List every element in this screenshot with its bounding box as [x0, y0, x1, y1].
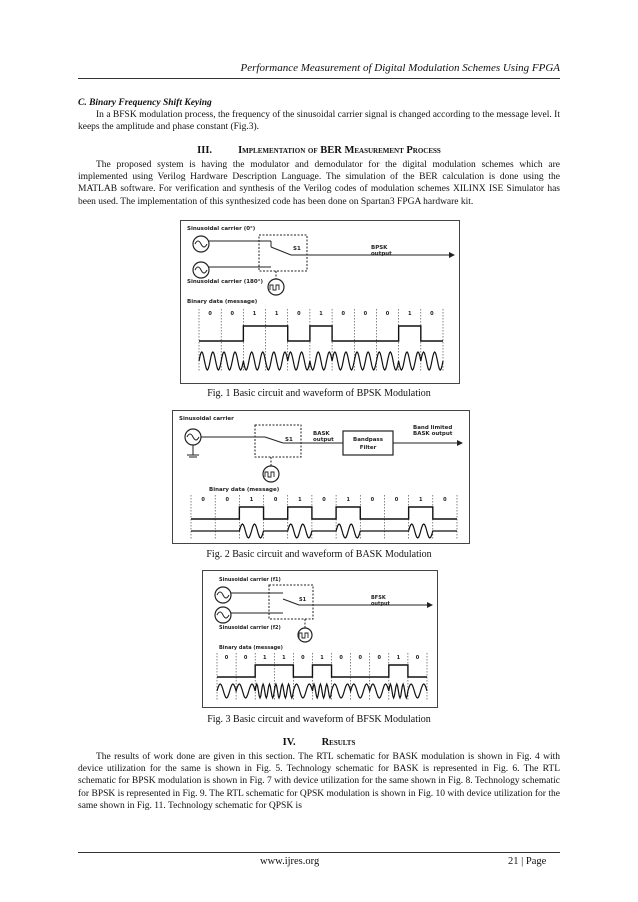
fig1-switch-label: S1: [293, 246, 301, 252]
fig3-waveform: [217, 653, 427, 700]
footer-rule: [78, 852, 560, 853]
section-4-title: Results: [321, 737, 356, 748]
figure-3-image: [202, 570, 438, 708]
fig3-carrier-b-label: Sinusoidal carrier (f2): [219, 625, 281, 631]
bit-label: 0: [230, 311, 235, 317]
figure-1-caption: Fig. 1 Basic circuit and waveform of BPSK Modulation: [207, 388, 431, 399]
bit-label: 1: [407, 311, 412, 317]
section-c-body: In a BFSK modulation process, the frequency of the sinusoidal carrier signal is changed according to the message level. It keeps the amplitude and phase constant (Fig.3).: [78, 110, 560, 133]
bit-label: 1: [252, 311, 257, 317]
figure-2-caption: Fig. 2 Basic circuit and waveform of BASK Modulation: [206, 549, 432, 560]
bit-label: 0: [415, 655, 420, 661]
message-signal: [217, 665, 427, 677]
figure-3-caption: Fig. 3 Basic circuit and waveform of BFSK Modulation: [207, 714, 431, 725]
section-c-heading: C. Binary Frequency Shift Keying: [78, 98, 212, 108]
section-4-heading: [78, 737, 560, 748]
bit-label: 0: [370, 497, 375, 503]
fig2-bandpass-filter: [343, 431, 393, 455]
fig3-carrier-a-label: Sinusoidal carrier (f1): [219, 577, 281, 583]
fig1-data-label: Binary data (message): [187, 299, 258, 305]
bit-label: 1: [346, 497, 350, 503]
fig1-output-label: BPSK: [371, 245, 388, 251]
section-4-number: IV.: [282, 737, 296, 748]
bit-label: 0: [339, 655, 343, 661]
bit-label: 1: [249, 497, 254, 503]
fig3-data-label: Binary data (message): [219, 645, 283, 651]
fig2-switch-label: S1: [285, 437, 293, 443]
bit-label: 0: [358, 655, 362, 661]
bit-label: 0: [443, 497, 447, 503]
bit-label: 1: [274, 311, 279, 317]
fig1-carrier-b-label: Sinusoidal carrier (180°): [187, 279, 263, 285]
fig2-band-label-2: BASK output: [413, 431, 453, 437]
bit-label: 0: [301, 655, 305, 661]
fig3-output-label: BFSK: [371, 595, 386, 601]
bit-label: 0: [225, 497, 230, 503]
bit-label: 0: [363, 311, 368, 317]
figure-2-image: [172, 410, 470, 544]
figure-1-image: [180, 220, 460, 384]
bit-label: 0: [201, 497, 205, 503]
fig1-switch-box: [259, 235, 307, 271]
bit-label: 0: [273, 497, 278, 503]
section-c: [78, 97, 560, 134]
modulated-signal: [191, 524, 457, 538]
bit-label: 0: [377, 655, 382, 661]
bit-label: 1: [320, 655, 324, 661]
message-signal: [191, 507, 457, 519]
bit-label: 0: [322, 497, 326, 503]
message-signal: [199, 326, 443, 341]
bit-label: 0: [341, 311, 345, 317]
fig2-waveform: [191, 495, 457, 540]
fig1-carrier-a-label: Sinusoidal carrier (0°): [187, 226, 256, 232]
modulated-signal: [199, 352, 443, 370]
section-3-heading: [78, 145, 560, 156]
fig2-output-label: BASK: [313, 431, 330, 437]
bit-label: 0: [208, 311, 212, 317]
header-rule: [78, 78, 560, 79]
bit-label: 0: [394, 497, 399, 503]
footer-website: www.ijres.org: [260, 856, 320, 867]
fig2-band-label: Band limited: [413, 425, 453, 431]
bit-label: 1: [319, 311, 323, 317]
modulated-signal: [217, 684, 427, 698]
fig1-waveform: [199, 309, 443, 372]
bit-label: 0: [243, 655, 248, 661]
fig2-filter-label: Bandpass: [353, 437, 383, 443]
bit-label: 1: [298, 497, 302, 503]
bit-label: 0: [224, 655, 229, 661]
section-3-title: Implementation of BER Measurement Process: [238, 145, 441, 156]
bit-label: 1: [396, 655, 401, 661]
fig2-output-label-2: output: [313, 437, 334, 443]
bit-label: 0: [385, 311, 390, 317]
running-head: Performance Measurement of Digital Modulation Schemes Using FPGA: [240, 62, 560, 74]
footer-page: 21 | Page: [508, 856, 547, 867]
fig3-switch-label: S1: [299, 597, 307, 603]
fig3-output-label-2: output: [371, 601, 390, 607]
bit-label: 0: [430, 311, 434, 317]
fig2-data-label: Binary data (message): [209, 487, 280, 493]
bit-label: 0: [297, 311, 301, 317]
section-3-number: III.: [197, 145, 213, 156]
fig2-carrier-label: Sinusoidal carrier: [179, 416, 234, 422]
section-4-body: The results of work done are given in this section. The RTL schematic for BASK modulation is shown in Fig. 4 with device utilization for the same is shown in Fig. 5. Technology schematic for BASK is represented in Fig. 6. The RTL schematic for BPSK modulation is shown in Fig. 7 with device utilization for the same shown in Fig. 8. Technology schematic for BPSK is represented in Fig. 9. The RTL schematic for QPSK modulation is shown in Fig. 10 with device utilization for the same shown in Fig. 11. Technology schematic for QPSK is: [78, 752, 560, 811]
section-3-body: The proposed system is having the modulator and demodulator for the digital modulation schemes which are implemented using Verilog Hardware Description Language. The simulation of the BER calculation is done using the MATLAB software. For verification and synthesis of the Verilog codes of modulation schemes XILINX ISE Simulator has been used. The implementation of this synthesized code has been done on Spartan3 FPGA hardware kit.: [78, 160, 560, 207]
bit-label: 1: [282, 655, 286, 661]
bit-label: 1: [418, 497, 423, 503]
bit-label: 1: [262, 655, 267, 661]
fig1-output-label-2: output: [371, 251, 392, 257]
fig2-filter-label-2: Filter: [359, 445, 377, 451]
